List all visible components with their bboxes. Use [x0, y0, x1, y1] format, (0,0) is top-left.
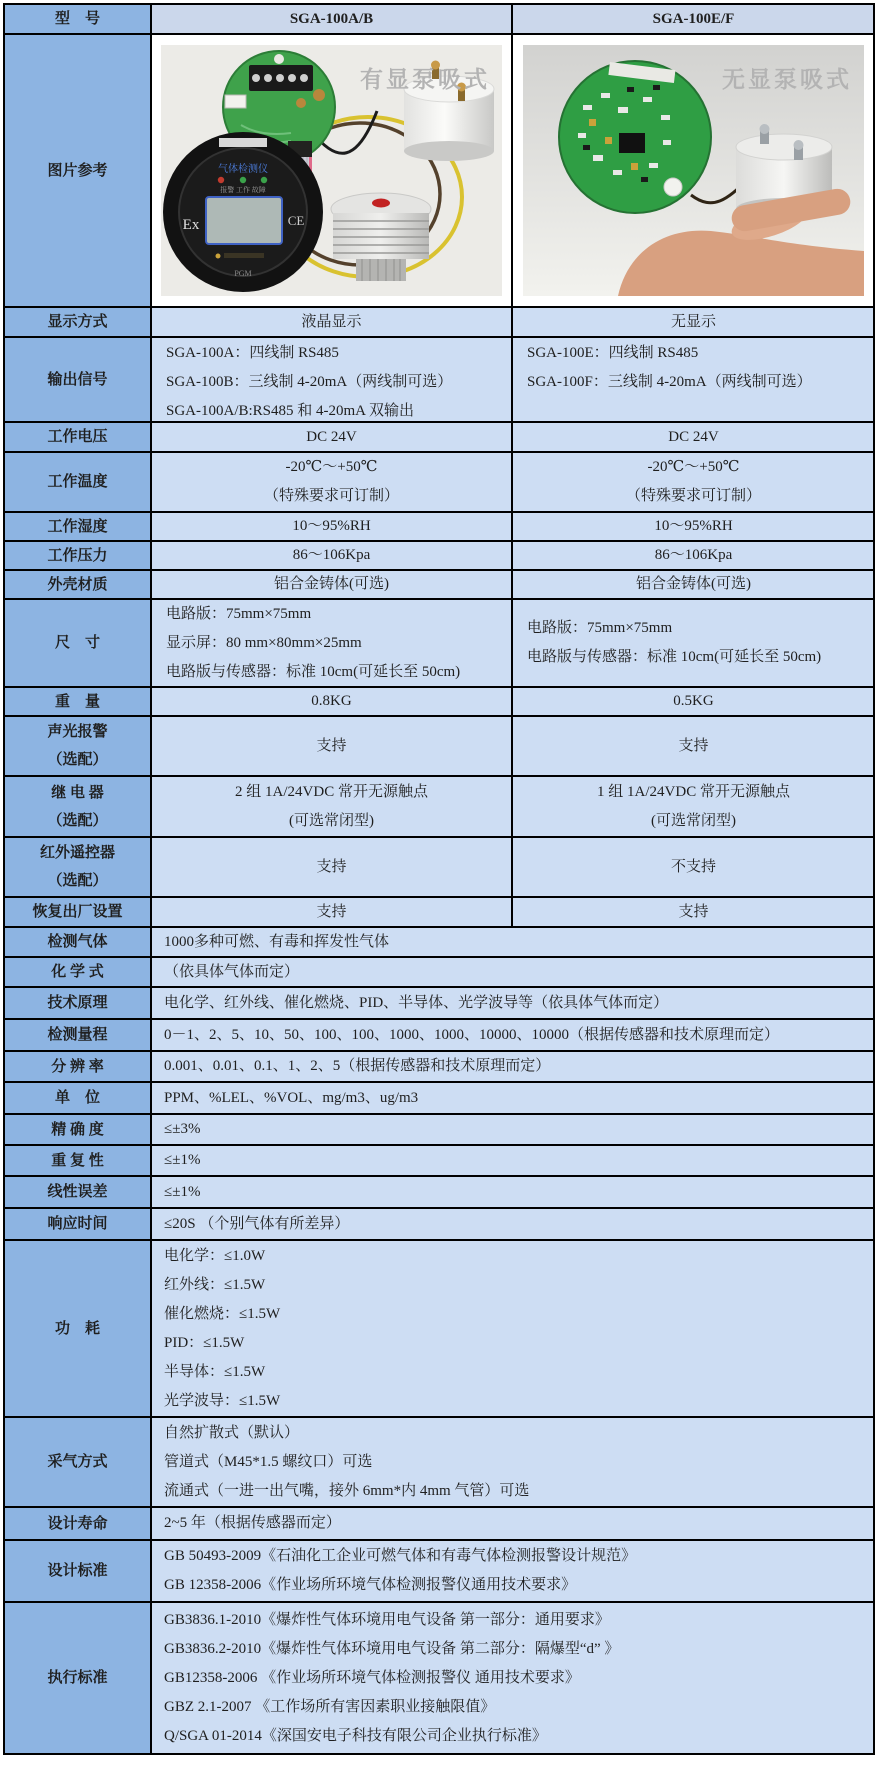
spec-value-span: [152, 1209, 873, 1239]
photo-cell-sga100ab: [152, 35, 513, 306]
cell-line: GB12358-2006 《作业场所环境气体检测报警仪 通用技术要求》: [164, 1669, 580, 1686]
pgm-button-label: PGM: [234, 269, 252, 278]
spec-value-left: [152, 571, 513, 598]
spec-value-right: [513, 838, 873, 896]
cell-line: 不支持: [670, 858, 716, 875]
row-label-cell: [5, 1241, 152, 1416]
spec-value-right: [513, 308, 873, 336]
spec-row: [5, 777, 873, 838]
cell-line: 电路版与传感器：标准 10cm(可延长至 50cm): [166, 663, 461, 680]
row-label-cell: [5, 838, 152, 896]
spec-value-left: [152, 308, 513, 336]
row-label-cell: [5, 1209, 152, 1239]
spec-row: [5, 308, 873, 338]
cell-line: ≤±3%: [164, 1121, 201, 1137]
gauge-led-labels: 报警 工作 故障: [220, 186, 266, 194]
spec-row: [5, 688, 873, 717]
cell-line: 自然扩散式（默认）: [164, 1424, 300, 1441]
cell-line: 10～95%RH: [654, 518, 733, 534]
cell-line: GB3836.1-2010《爆炸性气体环境用电气设备 第一部分：通用要求》: [164, 1611, 610, 1628]
spec-value-left: [152, 338, 513, 421]
metal-nozzle: [794, 140, 804, 160]
cell-line: （依具体气体而定）: [164, 963, 300, 980]
row-label-line: 外壳材质: [47, 576, 108, 593]
row-label-cell: [5, 898, 152, 926]
cell-line: 0.5KG: [673, 693, 714, 709]
cell-line: 电化学：≤1.0W: [164, 1247, 266, 1264]
cell-line: -20℃～+50℃: [285, 459, 378, 475]
cell-line: 半导体：≤1.5W: [164, 1363, 266, 1380]
spec-row-span: [5, 1146, 873, 1177]
spec-value-left: [152, 717, 513, 775]
row-label-line: 工作湿度: [47, 518, 108, 535]
cell-line: 2 组 1A/24VDC 常开无源触点: [235, 783, 428, 800]
cell-line: 管道式（M45*1.5 螺纹口）可选: [164, 1453, 373, 1470]
cell-line: 2~5 年（根据传感器而定）: [164, 1515, 341, 1531]
spec-value-left: [152, 838, 513, 896]
spec-value-span: [152, 1146, 873, 1175]
row-label-cell: [5, 777, 152, 836]
cell-line: SGA-100B：三线制 4-20mA（两线制可选）: [166, 374, 453, 390]
spec-row-span: [5, 1418, 873, 1508]
watermark-right: 无显泵吸式: [722, 67, 852, 92]
row-label-line: 设计寿命: [47, 1515, 108, 1532]
cell-line: 液晶显示: [301, 313, 362, 330]
cell-line: 铝合金铸体(可选): [274, 576, 389, 592]
row-label-line: 执行标准: [47, 1670, 108, 1686]
spec-value-span: [152, 1603, 873, 1753]
row-label-line: 技术原理: [47, 995, 108, 1011]
model-name-right-text: SGA-100E/F: [652, 10, 735, 27]
row-label-cell: [5, 338, 152, 421]
row-label-cell: [5, 453, 152, 511]
row-label-line: （选配）: [47, 812, 108, 829]
row-label-cell: [5, 1418, 152, 1506]
row-label-cell: [5, 958, 152, 986]
model-header-label-text: 型 号: [54, 11, 100, 27]
product-photo-with-display: [161, 45, 502, 296]
cell-line: 流通式（一进一出气嘴，接外 6mm*内 4mm 气管）可选: [164, 1482, 530, 1499]
cell-line: 电路版：75mm×75mm: [527, 620, 673, 636]
spec-value-span: [152, 988, 873, 1018]
spec-row: [5, 898, 873, 928]
spec-value-left: [152, 453, 513, 511]
cell-line: 1 组 1A/24VDC 常开无源触点: [597, 783, 790, 800]
cell-line: SGA-100F：三线制 4-20mA（两线制可选）: [527, 374, 812, 390]
row-label-line: 重 量: [54, 693, 100, 710]
cell-line: GBZ 2.1-2007 《工作场所有害因素职业接触限值》: [164, 1698, 496, 1715]
spec-row-span: [5, 1177, 873, 1209]
gas-detector-gauge: [163, 132, 323, 292]
row-label-line: （选配）: [47, 752, 108, 768]
spec-row-span: [5, 1115, 873, 1146]
row-label-cell: [5, 988, 152, 1018]
row-label-line: 响应时间: [47, 1216, 108, 1232]
spec-row: [5, 338, 873, 423]
cell-line: （特殊要求可订制）: [263, 488, 399, 504]
row-label-line: 单 位: [54, 1090, 100, 1106]
spec-value-span: [152, 958, 873, 986]
row-label-line: （选配）: [47, 873, 108, 889]
spec-value-right: [513, 600, 873, 686]
spec-value-left: [152, 513, 513, 540]
spec-row-span: [5, 1052, 873, 1083]
row-label-line: 输出信号: [47, 371, 108, 388]
spec-row-span: [5, 1508, 873, 1541]
spec-value-right: [513, 338, 873, 421]
product-photo-no-display: [523, 45, 864, 296]
model-header-label: [5, 5, 152, 33]
cell-line: 显示屏：80 mm×80mm×25mm: [166, 634, 362, 651]
spec-value-right: [513, 542, 873, 569]
row-label-cell: [5, 1052, 152, 1081]
row-label-line: 工作电压: [47, 429, 108, 445]
spec-value-span: [152, 1541, 873, 1601]
cell-line: DC 24V: [306, 428, 357, 445]
row-label-cell: [5, 600, 152, 686]
cell-line: 86～106Kpa: [292, 547, 371, 563]
row-label-line: 重 复 性: [51, 1152, 104, 1169]
spec-value-left: [152, 542, 513, 569]
table-header-row: [5, 5, 873, 35]
cell-line: DC 24V: [668, 428, 719, 445]
photo-row-label-text: 图片参考: [47, 162, 108, 179]
cell-line: PPM、%LEL、%VOL、mg/m3、ug/m3: [164, 1089, 419, 1106]
row-label-cell: [5, 308, 152, 336]
spec-row: [5, 513, 873, 542]
row-label-cell: [5, 717, 152, 775]
cell-line: （特殊要求可订制）: [625, 488, 761, 504]
row-label-line: 尺 寸: [54, 635, 100, 651]
ce-mark: CE: [287, 213, 305, 228]
spec-value-right: [513, 898, 873, 926]
spec-value-left: [152, 777, 513, 836]
row-label-line: 分 辨 率: [51, 1058, 104, 1075]
cell-line: 支持: [316, 858, 347, 875]
spec-row: [5, 717, 873, 777]
cell-line: GB 12358-2006《作业场所环境气体检测报警仪通用技术要求》: [164, 1577, 577, 1593]
cell-line: 电化学、红外线、催化燃烧、PID、半导体、光学波导等（依具体气体而定）: [164, 994, 669, 1011]
spec-row-span: [5, 1020, 873, 1052]
cell-line: 电路版：75mm×75mm: [166, 605, 312, 622]
spec-value-left: [152, 600, 513, 686]
row-label-line: 功 耗: [54, 1320, 100, 1337]
spec-table-body: [5, 308, 873, 1753]
cell-line: Q/SGA 01-2014《深国安电子科技有限公司企业执行标准》: [164, 1727, 547, 1744]
spec-value-right: [513, 423, 873, 451]
cell-line: (可选常闭型): [289, 812, 374, 829]
photo-cell-sga100ef: [513, 35, 873, 306]
cell-line: SGA-100A/B:RS485 和 4-20mA 双输出: [166, 403, 414, 419]
row-label-cell: [5, 1177, 152, 1207]
cell-line: 支持: [678, 903, 709, 920]
cell-line: 支持: [678, 737, 709, 754]
spec-value-span: [152, 1508, 873, 1539]
row-label-line: 显示方式: [47, 314, 108, 330]
lcd-screen: [206, 197, 282, 244]
row-label-line: 精 确 度: [51, 1121, 104, 1138]
row-label-cell: [5, 1541, 152, 1601]
product-spec-table: [3, 3, 875, 1755]
cell-line: SGA-100E：四线制 RS485: [527, 345, 699, 361]
row-label-cell: [5, 571, 152, 598]
cell-line: 催化燃烧：≤1.5W: [164, 1305, 281, 1322]
spec-value-right: [513, 453, 873, 511]
spec-value-left: [152, 688, 513, 715]
row-label-cell: [5, 423, 152, 451]
gauge-title-text: 气体检测仪: [218, 164, 268, 175]
spec-row: [5, 453, 873, 513]
spec-row-span: [5, 958, 873, 988]
row-label-line: 检测气体: [47, 934, 108, 950]
spec-value-span: [152, 1083, 873, 1113]
row-label-cell: [5, 1020, 152, 1050]
spec-row: [5, 600, 873, 688]
bare-pcb: [559, 61, 711, 213]
spec-row-span: [5, 1541, 873, 1603]
spec-row-span: [5, 1241, 873, 1418]
row-label-cell: [5, 928, 152, 956]
row-label-cell: [5, 1083, 152, 1113]
spec-value-span: [152, 1177, 873, 1207]
spec-value-left: [152, 423, 513, 451]
spec-row-span: [5, 1083, 873, 1115]
row-label-line: 声光报警: [47, 724, 108, 740]
row-label-cell: [5, 542, 152, 569]
spec-value-span: [152, 1241, 873, 1416]
spec-value-span: [152, 1418, 873, 1506]
photo-row: [5, 35, 873, 308]
row-label-cell: [5, 513, 152, 540]
cell-line: 红外线：≤1.5W: [164, 1276, 266, 1293]
spec-value-span: [152, 1052, 873, 1081]
row-label-cell: [5, 1603, 152, 1753]
row-label-line: 采气方式: [47, 1454, 108, 1470]
cell-line: ≤±1%: [164, 1152, 201, 1168]
spec-value-right: [513, 688, 873, 715]
cell-line: GB 50493-2009《石油化工企业可燃气体和有毒气体检测报警设计规范》: [164, 1548, 637, 1564]
cell-line: (可选常闭型): [651, 812, 736, 829]
spec-value-left: [152, 898, 513, 926]
cell-line: 铝合金铸体(可选): [636, 576, 751, 592]
metal-nozzle: [760, 124, 770, 144]
row-label-line: 工作温度: [47, 474, 108, 490]
cell-line: 86～106Kpa: [654, 547, 733, 563]
gauge-top-sticker: [219, 138, 267, 147]
spec-row-span: [5, 1603, 873, 1753]
cell-line: 0.001、0.01、0.1、1、2、5（根据传感器和技术原理而定）: [164, 1058, 551, 1074]
cell-line: ≤±1%: [164, 1183, 201, 1200]
spec-row: [5, 423, 873, 453]
cell-line: 支持: [316, 737, 347, 754]
spec-row-span: [5, 1209, 873, 1241]
cell-line: 无显示: [670, 313, 716, 330]
cell-line: -20℃～+50℃: [647, 459, 740, 475]
spec-value-right: [513, 571, 873, 598]
row-label-line: 设计标准: [47, 1563, 108, 1579]
row-label-line: 继 电 器: [51, 784, 104, 801]
spec-row-span: [5, 988, 873, 1020]
model-name-left-text: SGA-100A/B: [289, 10, 374, 27]
spec-row-span: [5, 928, 873, 958]
cell-line: GB3836.2-2010《爆炸性气体环境用电气设备 第二部分：隔爆型“d” 》: [164, 1640, 620, 1657]
row-label-line: 化 学 式: [51, 964, 104, 980]
cell-line: ≤20S （个别气体有所差异）: [164, 1215, 350, 1232]
row-label-cell: [5, 1508, 152, 1539]
spec-value-right: [513, 717, 873, 775]
row-label-cell: [5, 1146, 152, 1175]
model-name-left: [152, 5, 513, 33]
spec-value-right: [513, 513, 873, 540]
cell-line: 1000多种可燃、有毒和挥发性气体: [164, 933, 390, 950]
cell-line: 电路版与传感器：标准 10cm(可延长至 50cm): [527, 649, 822, 665]
cell-line: 10～95%RH: [292, 518, 371, 534]
cell-line: SGA-100A：四线制 RS485: [166, 345, 339, 361]
spec-value-span: [152, 1020, 873, 1050]
spec-row: [5, 571, 873, 600]
spec-value-span: [152, 928, 873, 956]
watermark-left: 有显泵吸式: [360, 67, 490, 92]
row-label-line: 红外遥控器: [39, 845, 115, 861]
photo-row-label: [5, 35, 152, 306]
spec-row: [5, 838, 873, 898]
row-label-line: 恢复出厂设置: [32, 904, 123, 920]
cell-line: PID：≤1.5W: [164, 1334, 245, 1351]
cell-line: 支持: [316, 903, 347, 920]
cell-line: 0.8KG: [311, 693, 352, 709]
spec-value-right: [513, 777, 873, 836]
row-label-line: 工作压力: [47, 547, 108, 564]
model-name-right: [513, 5, 873, 33]
row-label-line: 检测量程: [47, 1027, 108, 1043]
ex-mark: Ex: [182, 217, 200, 233]
row-label-cell: [5, 688, 152, 715]
cell-line: 0－1、2、5、10、50、100、100、1000、1000、10000、10000（根据传感器和技术原理而定）: [164, 1026, 780, 1043]
row-label-cell: [5, 1115, 152, 1144]
cell-line: 光学波导：≤1.5W: [164, 1392, 281, 1409]
spec-value-span: [152, 1115, 873, 1144]
row-label-line: 线性误差: [47, 1184, 108, 1200]
spec-row: [5, 542, 873, 571]
